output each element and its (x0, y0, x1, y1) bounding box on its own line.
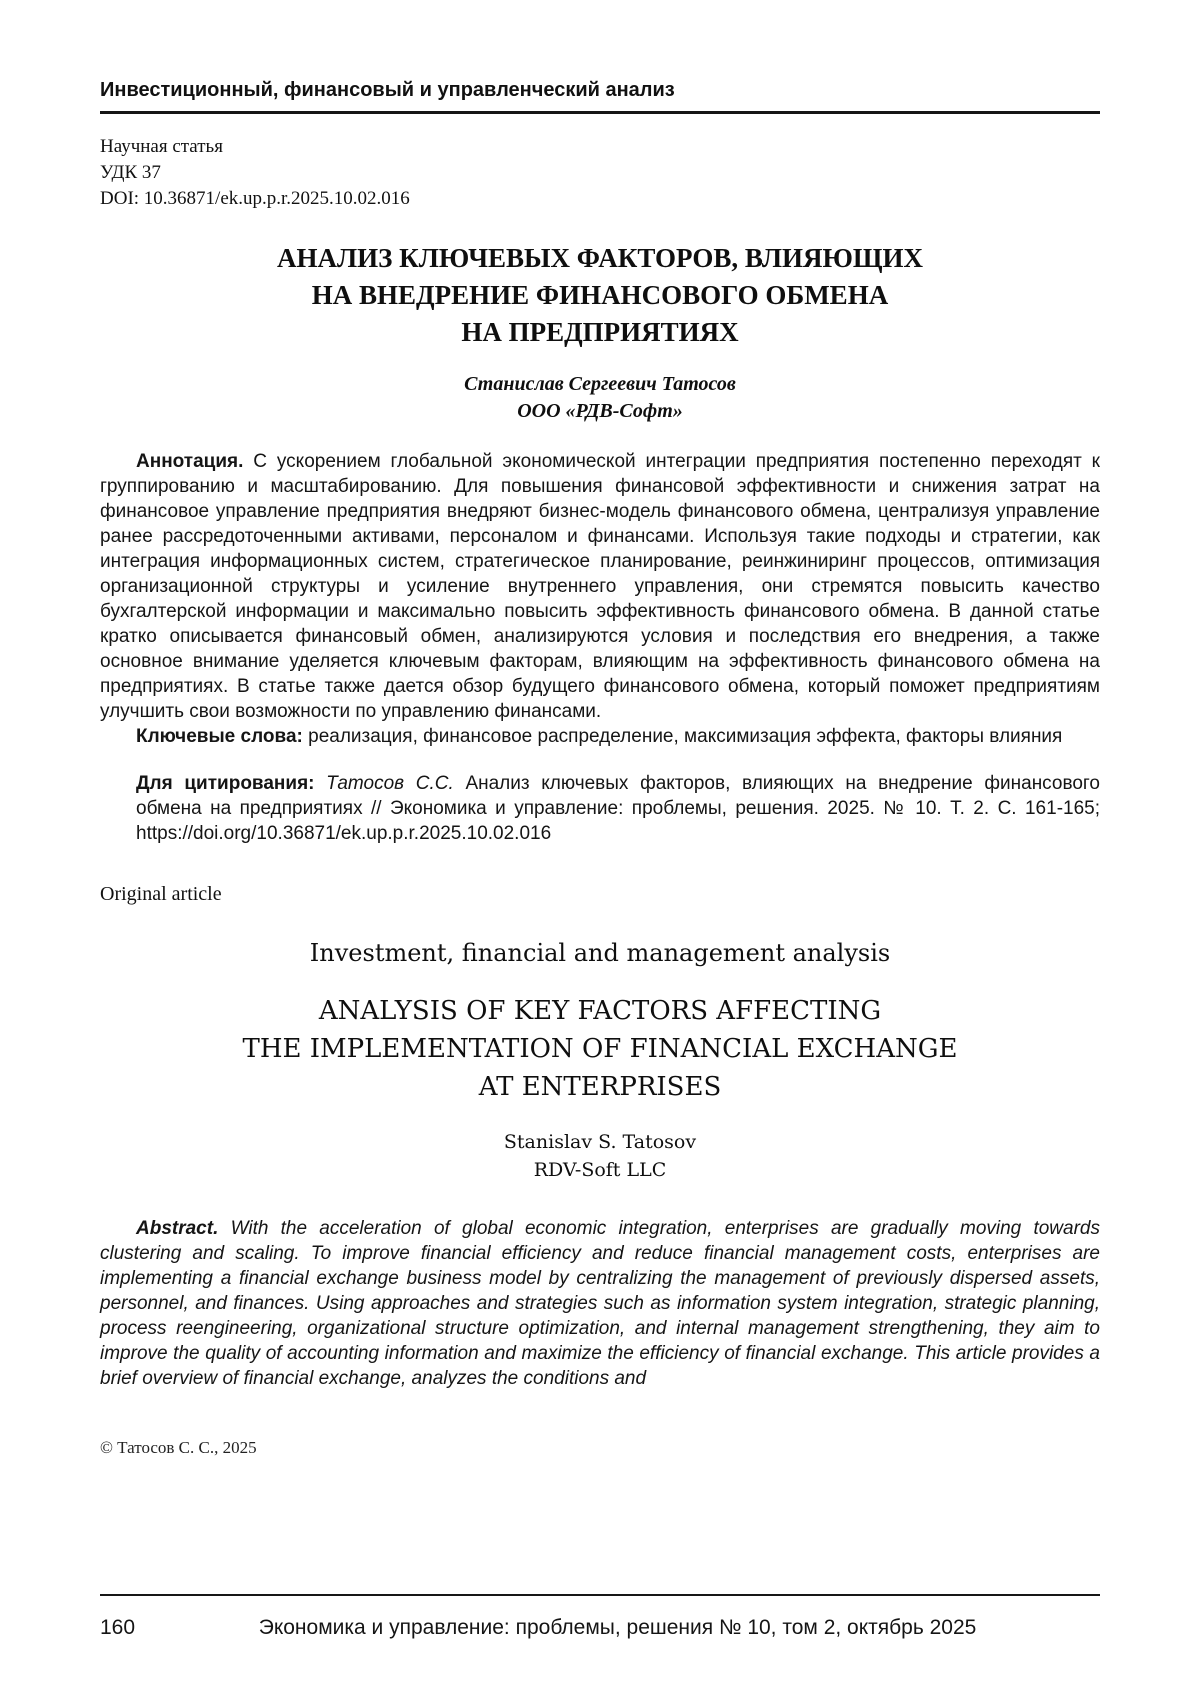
journal-title-line: Экономика и управление: проблемы, решения № 10, том 2, октябрь 2025 (258, 1616, 977, 1639)
author-block-ru (100, 371, 1100, 425)
citation-label: Для цитирования: (136, 773, 315, 794)
abstract-label-en: Abstract. (136, 1218, 219, 1239)
citation-author: Татосов С.С. (326, 773, 454, 794)
article-type-en: Original article (100, 883, 222, 905)
abstract-text-en: With the acceleration of global economic integration, enterprises are gradually moving towards clustering and scaling. To improve financial efficiency and reduce financial management costs, enterprises are implementing a financial exchange business model by centralizing the management of previously dispersed assets, personnel, and finances. Using approaches and strategies such as information system integration, strategic planning, process reengineering, organizational structure optimization, and internal management strengthening, they aim to improve the quality of accounting information and maximize the efficiency of financial exchange. This article provides a brief overview of financial exchange, analyzes the conditions and (100, 1218, 1100, 1389)
journal-section-heading: Инвестиционный, финансовый и управленческий анализ (100, 79, 675, 101)
keywords-ru (100, 724, 1100, 749)
article-type-ru: Научная статья (100, 136, 223, 157)
author-name-en: Stanislav S. Tatosov (503, 1131, 697, 1153)
abstract-text-ru: С ускорением глобальной экономической интеграции предприятия постепенно переходят к группированию и масштабированию. Для повышения финансовой эффективности и снижения затрат на финансовое управление предприятия внедряют бизнес-модель финансового обмена, централизуя управление ранее рассредоточенными активами, персоналом и финансами. Используя такие подходы и стратегии, как интеграция информационных систем, стратегическое планирование, реинжиниринг процессов, оптимизация организационной структуры и усиление внутреннего управления, они стремятся повысить качество бухгалтерской информации и максимально повысить эффективность финансового обмена. В данной статье кратко описывается финансовый обмен, анализируются условия и последствия его внедрения, а также основное внимание уделяется ключевым факторам, влияющим на эффективность финансового обмена на предприятиях. В статье также дается обзор будущего финансового обмена, который поможет предприятиям улучшить свои возможности по управлению финансами. (100, 451, 1100, 722)
keywords-text-ru: реализация, финансовое распределение, максимизация эффекта, факторы влияния (308, 726, 1063, 747)
page-number: 160 (100, 1616, 136, 1639)
citation-block (136, 771, 1100, 846)
abstract-ru (100, 449, 1100, 724)
author-block-en (100, 1128, 1100, 1184)
author-name-ru: Станислав Сергеевич Татосов (464, 373, 736, 395)
citation-text: Анализ ключевых факторов, влияющих на внедрение финансового обмена на предприятиях // Экономика и управление: проблемы, решения. 2025. № 10. Т. 2. С. 161-165; https://doi.org/10.36871/ek.up.p.r.2025.10.02.016 (136, 773, 1100, 844)
article-meta (100, 134, 1100, 212)
copyright-line: © Татосов С. С., 2025 (100, 1438, 257, 1457)
footer-row (100, 1616, 1100, 1640)
page-footer (100, 1594, 1100, 1640)
author-affiliation-en: RDV-Soft LLC (533, 1159, 667, 1181)
header-divider (100, 111, 1100, 114)
abstract-en (100, 1216, 1100, 1391)
journal-section-heading-en: Investment, financial and management analysis (309, 939, 891, 967)
doi-line: DOI: 10.36871/ek.up.p.r.2025.10.02.016 (100, 188, 410, 209)
article-title-ru: АНАЛИЗ КЛЮЧЕВЫХ ФАКТОРОВ, ВЛИЯЮЩИХ НА ВНЕДРЕНИЕ ФИНАНСОВОГО ОБМЕНА НА ПРЕДПРИЯТИЯХ (277, 243, 923, 347)
footer-divider (100, 1594, 1100, 1596)
author-affiliation-ru: ООО «РДВ-Софт» (517, 400, 683, 422)
article-title-en: ANALYSIS OF KEY FACTORS AFFECTING THE IMPLEMENTATION OF FINANCIAL EXCHANGE AT ENTERPRISES (242, 996, 958, 1102)
abstract-label-ru: Аннотация. (136, 451, 244, 472)
udc-code: УДК 37 (100, 162, 161, 183)
keywords-label-ru: Ключевые слова: (136, 726, 303, 747)
